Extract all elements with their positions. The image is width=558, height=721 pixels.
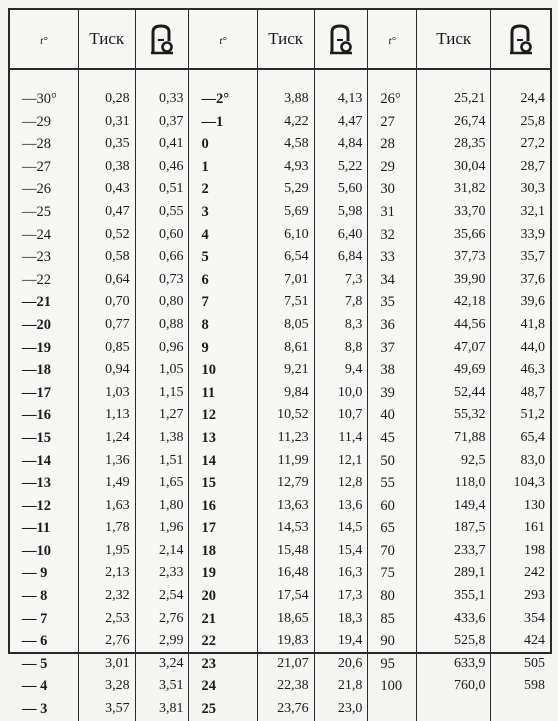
temperature-cell: —14 bbox=[10, 450, 78, 473]
temperature-cell: 9 bbox=[189, 337, 257, 360]
temperature-cell: 24 bbox=[189, 675, 257, 698]
table-row bbox=[10, 630, 550, 653]
pressure-cell: 0,47 bbox=[78, 201, 135, 224]
temperature-cell: —20 bbox=[10, 314, 78, 337]
temperature-cell: 45 bbox=[368, 427, 417, 450]
saturation-cell: 505 bbox=[524, 655, 545, 671]
temperature-cell: —18 bbox=[10, 359, 78, 382]
table-row bbox=[10, 269, 550, 292]
vapor-pressure-table bbox=[10, 10, 550, 721]
temperature-cell: —16 bbox=[10, 404, 78, 427]
pressure-cell: 2,32 bbox=[78, 585, 135, 608]
pressure-cell: 14,53 bbox=[257, 517, 314, 540]
temperature-cell: 35 bbox=[368, 291, 417, 314]
table-row bbox=[10, 178, 550, 201]
saturation-cell: 19,4 bbox=[314, 630, 368, 653]
temperature-cell: 38 bbox=[368, 359, 417, 382]
temperature-cell: —2° bbox=[189, 88, 257, 111]
temperature-cell: 27 bbox=[368, 111, 417, 134]
saturation-cell: 12,1 bbox=[314, 450, 368, 473]
temperature-cell: 90 bbox=[368, 630, 417, 653]
pressure-cell: 0,70 bbox=[78, 291, 135, 314]
temperature-cell: —12 bbox=[10, 495, 78, 518]
table-row bbox=[10, 427, 550, 450]
pressure-cell: 39,90 bbox=[416, 269, 490, 292]
temp-header-2: t° bbox=[189, 10, 257, 69]
table-row bbox=[10, 314, 550, 337]
saturation-cell: 24,4 bbox=[520, 91, 545, 106]
saturation-cell: 83,0 bbox=[520, 452, 545, 468]
pressure-cell: 30,04 bbox=[416, 156, 490, 179]
saturation-cell: 23,0 bbox=[314, 698, 368, 721]
temperature-cell: 19 bbox=[189, 562, 257, 585]
saturation-cell: 2,76 bbox=[135, 608, 189, 631]
saturation-cell: 6,40 bbox=[314, 224, 368, 247]
pressure-cell: 16,48 bbox=[257, 562, 314, 585]
table-row bbox=[10, 382, 550, 405]
temperature-cell: 16 bbox=[189, 495, 257, 518]
pressure-cell: 0,43 bbox=[78, 178, 135, 201]
table-row bbox=[10, 653, 550, 676]
table-row bbox=[10, 540, 550, 563]
pressure-cell: 1,49 bbox=[78, 472, 135, 495]
pressure-cell: 11,23 bbox=[257, 427, 314, 450]
saturation-cell: 11,4 bbox=[314, 427, 368, 450]
saturation-cell: 198 bbox=[524, 542, 545, 558]
pressure-cell: 49,69 bbox=[416, 359, 490, 382]
temperature-cell: 25 bbox=[189, 698, 257, 721]
pressure-cell: 1,95 bbox=[78, 540, 135, 563]
temperature-cell: 65 bbox=[368, 517, 417, 540]
pressure-cell: 18,65 bbox=[257, 608, 314, 631]
saturation-cell: 0,88 bbox=[135, 314, 189, 337]
pressure-cell: 187,5 bbox=[416, 517, 490, 540]
temperature-cell: —29 bbox=[10, 111, 78, 134]
saturation-cell: 130 bbox=[524, 497, 545, 513]
saturation-header-3 bbox=[491, 10, 550, 69]
saturation-cell: 14,5 bbox=[314, 517, 368, 540]
saturation-cell: 5,98 bbox=[314, 201, 368, 224]
pressure-cell: 2,53 bbox=[78, 608, 135, 631]
pressure-cell: 35,66 bbox=[416, 224, 490, 247]
saturation-cell: 37,6 bbox=[520, 271, 545, 287]
saturation-cell: 33,9 bbox=[520, 226, 545, 242]
pressure-cell: 0,77 bbox=[78, 314, 135, 337]
table-row bbox=[10, 675, 550, 698]
pressure-cell: 0,85 bbox=[78, 337, 135, 360]
pressure-header-1: Тиск bbox=[78, 10, 135, 69]
pressure-cell: 11,99 bbox=[257, 450, 314, 473]
temperature-cell: 29 bbox=[368, 156, 417, 179]
saturation-cell: 4,84 bbox=[314, 133, 368, 156]
pressure-cell: 355,1 bbox=[416, 585, 490, 608]
saturation-cell: 0,66 bbox=[135, 246, 189, 269]
temperature-cell: —19 bbox=[10, 337, 78, 360]
temperature-cell: 32 bbox=[368, 224, 417, 247]
saturation-cell: 1,80 bbox=[135, 495, 189, 518]
pressure-cell: 5,69 bbox=[257, 201, 314, 224]
temperature-cell: 2 bbox=[189, 178, 257, 201]
pressure-cell: 5,29 bbox=[257, 178, 314, 201]
saturation-cell: 104,3 bbox=[513, 475, 545, 491]
temperature-cell: 85 bbox=[368, 608, 417, 631]
saturation-cell: 0,73 bbox=[135, 269, 189, 292]
temperature-cell: — 3 bbox=[10, 698, 78, 721]
table-row bbox=[10, 472, 550, 495]
saturation-cell: 25,8 bbox=[520, 113, 545, 129]
pressure-cell: 289,1 bbox=[416, 562, 490, 585]
temperature-cell: 40 bbox=[368, 404, 417, 427]
saturation-cell bbox=[491, 698, 550, 721]
saturation-cell: 41,8 bbox=[520, 316, 545, 332]
temperature-cell: —10 bbox=[10, 540, 78, 563]
temperature-cell: 3 bbox=[189, 201, 257, 224]
pressure-cell: 0,94 bbox=[78, 359, 135, 382]
pressure-cell: 760,0 bbox=[416, 675, 490, 698]
saturation-cell: 424 bbox=[524, 633, 545, 649]
temperature-cell: 21 bbox=[189, 608, 257, 631]
saturation-cell: 3,24 bbox=[135, 653, 189, 676]
pressure-cell: 4,58 bbox=[257, 133, 314, 156]
temperature-cell: —24 bbox=[10, 224, 78, 247]
saturation-cell: 1,96 bbox=[135, 517, 189, 540]
temperature-cell: 28 bbox=[368, 133, 417, 156]
pressure-cell bbox=[416, 698, 490, 721]
pressure-cell: 3,88 bbox=[257, 88, 314, 111]
temperature-cell: 36 bbox=[368, 314, 417, 337]
pressure-cell: 149,4 bbox=[416, 495, 490, 518]
saturation-cell: 8,8 bbox=[314, 337, 368, 360]
table-row bbox=[10, 585, 550, 608]
temperature-cell: —21 bbox=[10, 291, 78, 314]
temperature-cell: 37 bbox=[368, 337, 417, 360]
pressure-cell: 8,05 bbox=[257, 314, 314, 337]
table-row bbox=[10, 359, 550, 382]
pressure-cell: 52,44 bbox=[416, 382, 490, 405]
temperature-cell: — 6 bbox=[10, 630, 78, 653]
saturation-header-2 bbox=[314, 10, 368, 69]
table-row bbox=[10, 111, 550, 134]
saturation-cell: 7,3 bbox=[314, 269, 368, 292]
saturation-cell: 9,4 bbox=[314, 359, 368, 382]
pressure-cell: 1,63 bbox=[78, 495, 135, 518]
temperature-cell: 7 bbox=[189, 291, 257, 314]
temperature-cell: —13 bbox=[10, 472, 78, 495]
temperature-cell: — 7 bbox=[10, 608, 78, 631]
temperature-cell: 80 bbox=[368, 585, 417, 608]
pressure-cell: 31,82 bbox=[416, 178, 490, 201]
saturation-cell: 0,55 bbox=[135, 201, 189, 224]
pressure-cell: 9,84 bbox=[257, 382, 314, 405]
temperature-cell: 55 bbox=[368, 472, 417, 495]
vapor-pressure-table-page bbox=[8, 8, 552, 718]
pressure-cell: 1,78 bbox=[78, 517, 135, 540]
pressure-cell: 42,18 bbox=[416, 291, 490, 314]
table-row bbox=[10, 156, 550, 179]
saturation-cell: 6,84 bbox=[314, 246, 368, 269]
saturated-vapor-symbol-icon bbox=[328, 28, 354, 47]
saturation-cell: 0,80 bbox=[135, 291, 189, 314]
pressure-cell: 0,58 bbox=[78, 246, 135, 269]
pressure-cell: 15,48 bbox=[257, 540, 314, 563]
saturation-cell: 32,1 bbox=[520, 203, 545, 219]
pressure-cell: 6,10 bbox=[257, 224, 314, 247]
pressure-cell: 0,31 bbox=[78, 111, 135, 134]
saturation-cell: 17,3 bbox=[314, 585, 368, 608]
temperature-cell: 18 bbox=[189, 540, 257, 563]
pressure-cell: 22,38 bbox=[257, 675, 314, 698]
saturation-cell: 51,2 bbox=[520, 407, 545, 423]
temperature-cell: 6 bbox=[189, 269, 257, 292]
saturation-cell: 354 bbox=[524, 610, 545, 626]
pressure-cell: 3,28 bbox=[78, 675, 135, 698]
pressure-cell: 3,57 bbox=[78, 698, 135, 721]
saturation-cell: 21,8 bbox=[314, 675, 368, 698]
pressure-cell: 525,8 bbox=[416, 630, 490, 653]
temperature-cell: —17 bbox=[10, 382, 78, 405]
saturation-cell: 30,3 bbox=[520, 181, 545, 197]
pressure-cell: 0,38 bbox=[78, 156, 135, 179]
saturation-cell: 2,54 bbox=[135, 585, 189, 608]
saturation-cell: 2,99 bbox=[135, 630, 189, 653]
temperature-cell: 33 bbox=[368, 246, 417, 269]
temperature-cell: 60 bbox=[368, 495, 417, 518]
saturated-vapor-symbol-icon bbox=[508, 28, 534, 47]
saturation-cell: 0,51 bbox=[135, 178, 189, 201]
table-row bbox=[10, 698, 550, 721]
pressure-cell: 1,36 bbox=[78, 450, 135, 473]
saturation-cell: 1,27 bbox=[135, 404, 189, 427]
saturation-cell: 4,47 bbox=[314, 111, 368, 134]
saturation-cell: 28,7 bbox=[520, 158, 545, 174]
saturation-cell: 13,6 bbox=[314, 495, 368, 518]
pressure-cell: 55,32 bbox=[416, 404, 490, 427]
saturation-cell: 15,4 bbox=[314, 540, 368, 563]
pressure-cell: 0,52 bbox=[78, 224, 135, 247]
pressure-cell: 0,64 bbox=[78, 269, 135, 292]
temperature-cell: — 5 bbox=[10, 653, 78, 676]
temperature-cell: — 4 bbox=[10, 675, 78, 698]
saturation-cell: 16,3 bbox=[314, 562, 368, 585]
temp-header-3: t° bbox=[368, 10, 417, 69]
pressure-cell: 9,21 bbox=[257, 359, 314, 382]
saturation-cell: 598 bbox=[524, 678, 545, 694]
saturation-cell: 3,81 bbox=[135, 698, 189, 721]
temperature-cell: 31 bbox=[368, 201, 417, 224]
temperature-cell: 13 bbox=[189, 427, 257, 450]
saturation-cell: 5,60 bbox=[314, 178, 368, 201]
saturation-cell: 8,3 bbox=[314, 314, 368, 337]
table-row bbox=[10, 450, 550, 473]
table-header-row bbox=[10, 10, 550, 69]
pressure-cell: 2,76 bbox=[78, 630, 135, 653]
temperature-cell: —25 bbox=[10, 201, 78, 224]
pressure-cell: 233,7 bbox=[416, 540, 490, 563]
table-row bbox=[10, 562, 550, 585]
saturation-cell: 46,3 bbox=[520, 362, 545, 378]
temperature-cell: 4 bbox=[189, 224, 257, 247]
temperature-cell: 23 bbox=[189, 653, 257, 676]
temperature-cell: 1 bbox=[189, 156, 257, 179]
saturation-cell: 1,51 bbox=[135, 450, 189, 473]
temperature-cell: —27 bbox=[10, 156, 78, 179]
saturation-cell: 39,6 bbox=[520, 294, 545, 310]
saturation-cell: 20,6 bbox=[314, 653, 368, 676]
pressure-cell: 433,6 bbox=[416, 608, 490, 631]
pressure-cell: 118,0 bbox=[416, 472, 490, 495]
saturation-cell: 3,51 bbox=[135, 675, 189, 698]
temperature-cell: — 9 bbox=[10, 562, 78, 585]
pressure-cell: 10,52 bbox=[257, 404, 314, 427]
pressure-cell: 4,93 bbox=[257, 156, 314, 179]
pressure-cell: 6,54 bbox=[257, 246, 314, 269]
table-row bbox=[10, 224, 550, 247]
temperature-cell: — 8 bbox=[10, 585, 78, 608]
pressure-cell: 37,73 bbox=[416, 246, 490, 269]
pressure-cell: 1,13 bbox=[78, 404, 135, 427]
temperature-cell: 8 bbox=[189, 314, 257, 337]
pressure-cell: 0,35 bbox=[78, 133, 135, 156]
saturation-cell: 27,2 bbox=[520, 136, 545, 152]
pressure-cell: 633,9 bbox=[416, 653, 490, 676]
saturation-cell: 0,46 bbox=[135, 156, 189, 179]
saturation-cell: 2,33 bbox=[135, 562, 189, 585]
table-row bbox=[10, 291, 550, 314]
pressure-cell: 12,79 bbox=[257, 472, 314, 495]
temperature-cell: 17 bbox=[189, 517, 257, 540]
saturation-cell: 4,13 bbox=[314, 88, 368, 111]
table-row bbox=[10, 404, 550, 427]
temperature-cell: 30 bbox=[368, 178, 417, 201]
pressure-cell: 19,83 bbox=[257, 630, 314, 653]
pressure-cell: 8,61 bbox=[257, 337, 314, 360]
pressure-cell: 7,01 bbox=[257, 269, 314, 292]
saturation-cell: 1,38 bbox=[135, 427, 189, 450]
table-row bbox=[10, 495, 550, 518]
pressure-cell: 33,70 bbox=[416, 201, 490, 224]
temperature-cell: 15 bbox=[189, 472, 257, 495]
temperature-cell: 70 bbox=[368, 540, 417, 563]
temperature-cell: —1 bbox=[189, 111, 257, 134]
temperature-cell: 26° bbox=[368, 88, 417, 111]
pressure-cell: 44,56 bbox=[416, 314, 490, 337]
temperature-cell: 75 bbox=[368, 562, 417, 585]
saturation-cell: 7,8 bbox=[314, 291, 368, 314]
saturation-cell: 18,3 bbox=[314, 608, 368, 631]
pressure-cell: 2,13 bbox=[78, 562, 135, 585]
saturation-cell: 242 bbox=[524, 565, 545, 581]
temperature-cell: —22 bbox=[10, 269, 78, 292]
saturation-cell: 5,22 bbox=[314, 156, 368, 179]
saturation-cell: 293 bbox=[524, 588, 545, 604]
saturation-cell: 2,14 bbox=[135, 540, 189, 563]
temperature-cell: 50 bbox=[368, 450, 417, 473]
temperature-cell: —11 bbox=[10, 517, 78, 540]
temperature-cell: 11 bbox=[189, 382, 257, 405]
pressure-cell: 13,63 bbox=[257, 495, 314, 518]
table-row bbox=[10, 608, 550, 631]
temperature-cell: —28 bbox=[10, 133, 78, 156]
pressure-header-3: Тиск bbox=[416, 10, 490, 69]
pressure-cell: 21,07 bbox=[257, 653, 314, 676]
saturation-cell: 65,4 bbox=[520, 429, 545, 445]
temperature-cell: 34 bbox=[368, 269, 417, 292]
saturation-header-1 bbox=[135, 10, 189, 69]
temperature-cell bbox=[368, 698, 417, 721]
saturation-cell: 10,7 bbox=[314, 404, 368, 427]
temperature-cell: 14 bbox=[189, 450, 257, 473]
table-row bbox=[10, 337, 550, 360]
temperature-cell: 22 bbox=[189, 630, 257, 653]
saturation-cell: 35,7 bbox=[520, 249, 545, 265]
saturation-cell: 0,60 bbox=[135, 224, 189, 247]
saturation-cell: 44,0 bbox=[520, 339, 545, 355]
temperature-cell: —30° bbox=[10, 88, 78, 111]
saturation-cell: 161 bbox=[524, 520, 545, 536]
saturation-cell: 0,96 bbox=[135, 337, 189, 360]
table-row bbox=[10, 88, 550, 111]
temperature-cell: 0 bbox=[189, 133, 257, 156]
temperature-cell: —26 bbox=[10, 178, 78, 201]
pressure-header-2: Тиск bbox=[257, 10, 314, 69]
saturation-cell: 0,37 bbox=[135, 111, 189, 134]
temperature-cell: —15 bbox=[10, 427, 78, 450]
pressure-cell: 1,24 bbox=[78, 427, 135, 450]
temperature-cell: 20 bbox=[189, 585, 257, 608]
pressure-cell: 47,07 bbox=[416, 337, 490, 360]
pressure-cell: 0,28 bbox=[78, 88, 135, 111]
temp-header-1: t° bbox=[10, 10, 78, 69]
pressure-cell: 26,74 bbox=[416, 111, 490, 134]
saturation-cell: 1,05 bbox=[135, 359, 189, 382]
saturation-cell: 1,15 bbox=[135, 382, 189, 405]
pressure-cell: 3,01 bbox=[78, 653, 135, 676]
spacer-row bbox=[10, 69, 550, 88]
pressure-cell: 92,5 bbox=[416, 450, 490, 473]
saturation-cell: 1,65 bbox=[135, 472, 189, 495]
table-body bbox=[10, 69, 550, 721]
saturation-cell: 48,7 bbox=[520, 384, 545, 400]
pressure-cell: 4,22 bbox=[257, 111, 314, 134]
saturation-cell: 12,8 bbox=[314, 472, 368, 495]
pressure-cell: 17,54 bbox=[257, 585, 314, 608]
pressure-cell: 1,03 bbox=[78, 382, 135, 405]
table-row bbox=[10, 133, 550, 156]
temperature-cell: 39 bbox=[368, 382, 417, 405]
saturation-cell: 0,41 bbox=[135, 133, 189, 156]
table-row bbox=[10, 201, 550, 224]
pressure-cell: 25,21 bbox=[416, 88, 490, 111]
temperature-cell: —23 bbox=[10, 246, 78, 269]
pressure-cell: 7,51 bbox=[257, 291, 314, 314]
pressure-cell: 23,76 bbox=[257, 698, 314, 721]
table-row bbox=[10, 246, 550, 269]
pressure-cell: 71,88 bbox=[416, 427, 490, 450]
temperature-cell: 95 bbox=[368, 653, 417, 676]
temperature-cell: 10 bbox=[189, 359, 257, 382]
temperature-cell: 100 bbox=[368, 675, 417, 698]
pressure-cell: 28,35 bbox=[416, 133, 490, 156]
saturation-cell: 0,33 bbox=[135, 88, 189, 111]
temperature-cell: 5 bbox=[189, 246, 257, 269]
table-row bbox=[10, 517, 550, 540]
saturation-cell: 10,0 bbox=[314, 382, 368, 405]
saturated-vapor-symbol-icon bbox=[149, 28, 175, 47]
temperature-cell: 12 bbox=[189, 404, 257, 427]
